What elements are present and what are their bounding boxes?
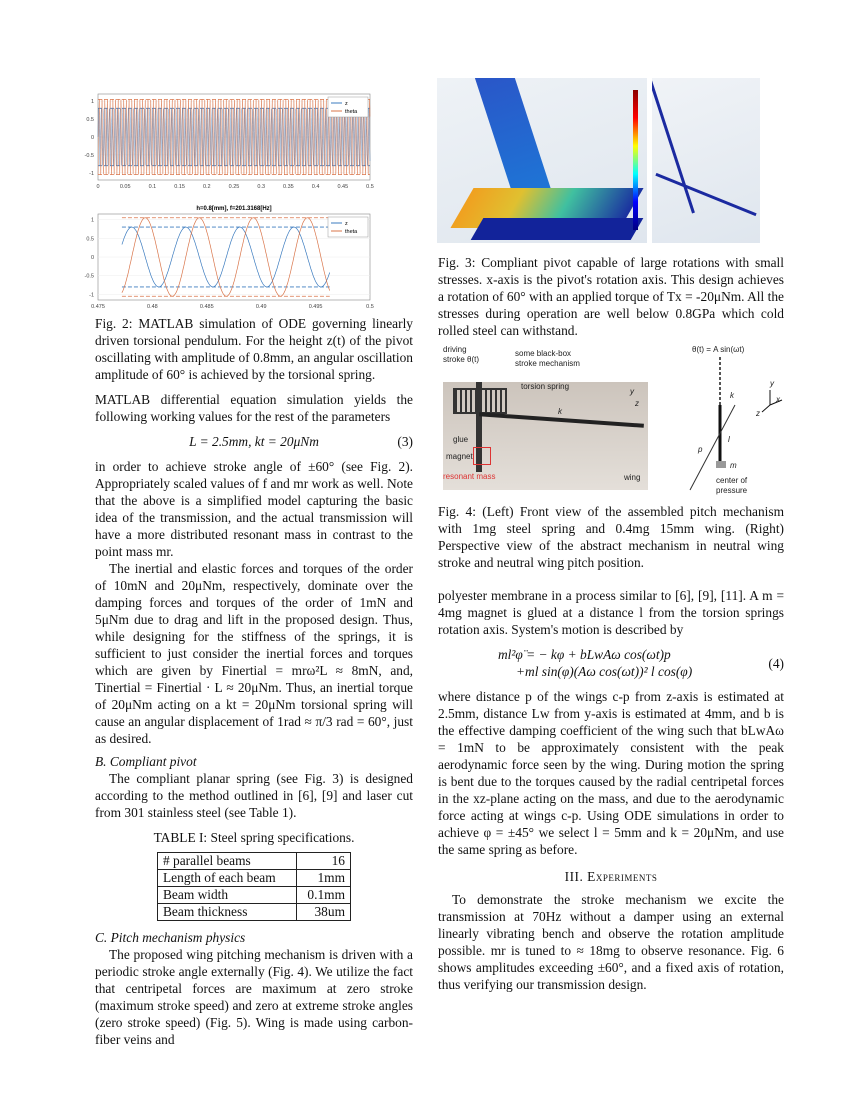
section-heading-c: C. Pitch mechanism physics	[95, 930, 246, 945]
label-y: y	[630, 387, 634, 396]
fig4-caption: Fig. 4: (Left) Front view of the assembled pitch mechanism with 1mg steel spring and 0.4mg 15mm wing. (Right) Perspective view of the abstract mechanism in neutral wing stroke and neutral wing pitch position.	[438, 504, 784, 570]
table-row	[158, 904, 351, 921]
spring-spec-table	[157, 852, 351, 921]
table-cell-value: 1mm	[296, 870, 350, 887]
equation-text: L = 2.5mm, kt = 20μNm	[189, 434, 319, 449]
paragraph: polyester membrane in a process similar to [6], [9], [11]. A m = 4mg magnet is glued at a distance l from the torsion springs rotation axis. System's motion is described by	[438, 588, 784, 637]
table-cell-label: # parallel beams	[158, 853, 297, 870]
equation-number: (4)	[768, 656, 784, 671]
label-z: z	[635, 399, 639, 408]
equation-line: +ml sin(φ)(Aω cos(ωt))² l cos(φ)	[516, 664, 693, 679]
x-tick-label: 0.15	[174, 184, 185, 190]
equation-line: ml²φ̈ = − kφ + bLwAω cos(ωt)p	[498, 647, 671, 662]
x-tick-label: 0.1	[148, 184, 157, 190]
x-tick-label: 0.5	[366, 184, 374, 190]
fig2-plot-full	[80, 88, 380, 198]
y-tick-label: 0.5	[86, 117, 94, 124]
paragraph: in order to achieve stroke angle of ±60° (see Fig. 2). Appropriately scaled values of f and mr work as well. Note that the above is a simplified model capturing the basic idea of the transmission, and the actual transmission will have a more distributed resonant mass in contrast to the point mass mr.	[95, 459, 413, 559]
table-cell-value: 38um	[296, 904, 350, 921]
table-row	[158, 887, 351, 904]
label-k: k	[558, 407, 562, 416]
x-tick-label: 0.48	[147, 304, 158, 310]
x-tick-label: 0.2	[202, 184, 211, 190]
chart-title: h=0.8[mm], f=201.3168[Hz]	[196, 206, 272, 212]
equation-3	[95, 433, 413, 450]
fig2-caption: Fig. 2: MATLAB simulation of ODE governing linearly driven torsional pendulum. For the height z(t) of the pivot oscillating with amplitude of 0.8mm, an angular oscillation amplitude of 60° is achieved by the torsional spring.	[95, 316, 413, 382]
y-tick-label: -0.5	[84, 273, 94, 280]
left-column	[95, 315, 413, 1048]
x-tick-label: 0.485	[199, 304, 214, 310]
y-tick-label: 0	[90, 255, 94, 261]
legend-label: z	[345, 221, 348, 227]
table-caption: TABLE I: Steel spring specifications.	[153, 830, 355, 845]
equation-4	[438, 646, 784, 680]
table-cell-label: Beam thickness	[158, 904, 297, 921]
paragraph: To demonstrate the stroke mechanism we excite the transmission at 70Hz without a damper using an external linearly vibrating bench and observe the rotation amplitude possible. mr is tuned to ≈ 18mg to observe resonance. Fig. 6 shows amplitudes exceeding ±60°, and a fixed axis of rotation, thus verifying our transmission design.	[438, 892, 784, 992]
fig3-rotation-image	[652, 78, 760, 243]
label-center-of-pressure-2: pressure	[716, 486, 748, 495]
y-tick-label: 0	[90, 135, 94, 141]
label-center-of-pressure: center of	[716, 476, 748, 485]
section-heading-experiments: III. Experiments	[564, 869, 658, 884]
label-k: k	[730, 391, 734, 400]
y-tick-label: 1	[90, 99, 94, 106]
label-blackbox-2: stroke mechanism	[515, 359, 580, 368]
label-axis-x: x	[776, 395, 780, 404]
label-driving: driving	[443, 345, 467, 354]
label-glue: glue	[453, 435, 469, 444]
label-axis-z: z	[756, 409, 760, 418]
colorbar	[633, 90, 638, 230]
table-row	[158, 853, 351, 870]
fig4-schematic	[680, 345, 790, 495]
section-heading-b: B. Compliant pivot	[95, 754, 197, 769]
fig3-caption: Fig. 3: Compliant pivot capable of large rotations with small stresses. x-axis is the pivot's rotation axis. This design achieves a rotation of 60° with an applied torque of Tx = -20μNm. All the stresses during operation are well below 0.8GPa which cold rolled steel can withstand.	[438, 255, 784, 338]
x-tick-label: 0.45	[337, 184, 349, 190]
label-stroke: stroke θ(t)	[443, 355, 480, 364]
paragraph: where distance p of the wings c-p from z-axis is estimated at 2.5mm, distance Lw from y-axis is estimated at 4mm, and b is the effective damping coefficient of the wing such that bLwAω = 1mN to be approximately consistent with the peak aerodynamic force seen by the wing. During motion the spring is bent due to the torques caused by the radial centripetal forces in the xz-plane acting on the mass, and due to the aerodynamic force acting at wings c-p. Using ODE simulations in order to achieve φ = ±45° we select l = 5mm and k = 20μNm, and use the same spring as before.	[438, 689, 784, 857]
label-theta-equation: θ(t) = A sin(ωt)	[692, 345, 745, 354]
table-cell-label: Length of each beam	[158, 870, 297, 887]
label-magnet: magnet	[446, 452, 473, 461]
x-tick-label: 0.3	[257, 184, 266, 190]
y-tick-label: 0.5	[86, 236, 94, 243]
fig3-stress-simulation-image	[437, 78, 647, 243]
label-torsion-spring: torsion spring	[521, 382, 570, 391]
paragraph: The inertial and elastic forces and torques of the order of 10mN and 20μNm, respectively, dominate over the damping forces and torques of the order of 1mN and 5μNm due to drag and lift in the proposed design. Thus, while designing for the stiffness of the springs, it is sufficient to just consider the inertial forces and torques which are given by Finertial = mrω²L ≈ 8mN, and, Tinertial = Finertial · L ≈ 20μNm. Thus, an inertial torque of 20μNm acting on a kt = 20μNm torsional spring will cause an angular displacement of 1rad ≈ π/3 rad = 60°, just as desired.	[95, 561, 413, 746]
label-p: p	[698, 445, 703, 454]
y-tick-label: 1	[90, 217, 94, 224]
right-column	[438, 254, 784, 993]
x-tick-label: 0.49	[255, 304, 267, 310]
label-resonant-mass: resonant mass	[443, 472, 496, 481]
legend-label: z	[345, 101, 348, 107]
label-m: m	[730, 461, 737, 470]
table-cell-value: 0.1mm	[296, 887, 350, 904]
legend-label: theta	[345, 109, 358, 115]
paragraph: The proposed wing pitching mechanism is driven with a periodic stroke angle externally (Fig. 4). We utilize the fact that centripetal forces are maximum at zero stroke (maximum stroke speed) and zero at extreme stroke angles (zero stroke speed) (Fig. 5). Wing is made using carbon-fiber veins and	[95, 947, 413, 1047]
x-tick-label: 0.495	[308, 304, 323, 310]
fig4-figure	[438, 345, 784, 497]
y-tick-label: -0.5	[84, 152, 94, 159]
x-tick-label: 0	[96, 184, 100, 190]
label-blackbox: some black-box	[515, 349, 572, 358]
table-cell-value: 16	[296, 853, 350, 870]
label-axis-y: y	[770, 379, 774, 388]
fig2-plot-zoom	[80, 200, 380, 312]
x-tick-label: 0.05	[119, 184, 131, 190]
label-l: l	[728, 435, 730, 444]
table-row	[158, 870, 351, 887]
paragraph: MATLAB differential equation simulation yields the following working values for the rest of the parameters	[95, 392, 413, 424]
x-tick-label: 0.4	[311, 184, 320, 190]
equation-number: (3)	[397, 434, 413, 449]
y-tick-label: -1	[89, 170, 94, 177]
table-cell-label: Beam width	[158, 887, 297, 904]
x-tick-label: 0.475	[91, 304, 105, 310]
legend-label: theta	[345, 229, 358, 235]
label-wing: wing	[624, 473, 641, 482]
x-tick-label: 0.35	[283, 184, 294, 190]
x-tick-label: 0.5	[366, 304, 374, 310]
y-tick-label: -1	[89, 292, 94, 299]
paragraph: The compliant planar spring (see Fig. 3) is designed according to the method outlined in [6], [9] and laser cut from 301 stainless steel (see Table 1).	[95, 771, 413, 820]
x-tick-label: 0.25	[228, 184, 240, 190]
